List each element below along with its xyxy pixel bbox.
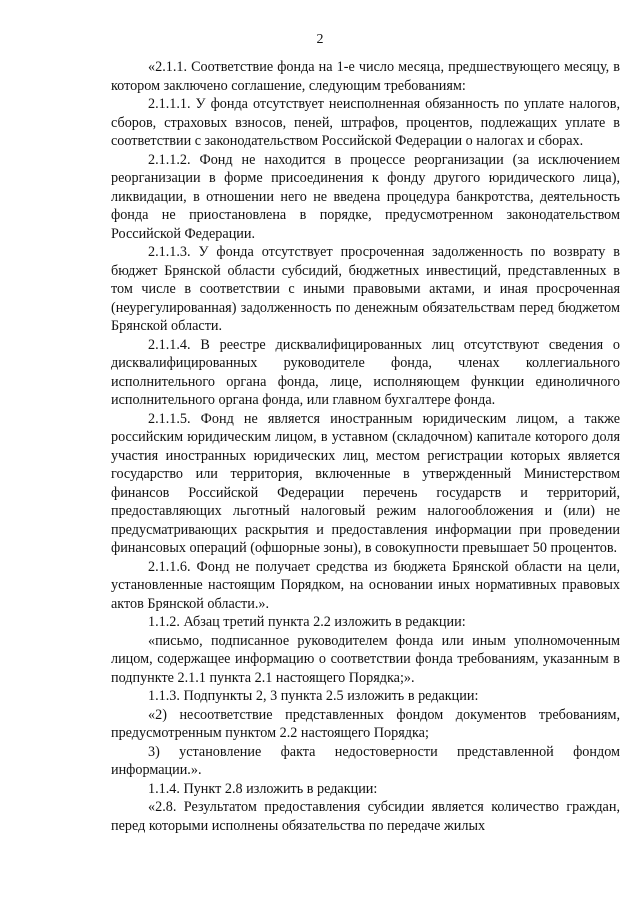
paragraph-2-1-1-2: 2.1.1.2. Фонд не находится в процессе реорганизации (за исключением реорганизации в форме присоединения к фонду другого юридического лица), ликвидации, в отношении него не введена процедура банкротства, деятельность фонда не приостановлена в порядке, предусмотренном законодательством Российской Федерации. — [111, 151, 620, 242]
paragraph-2-1-1-6: 2.1.1.6. Фонд не получает средства из бюджета Брянской области на цели, установленные настоящим Порядком, на основании иных нормативных правовых актов Брянской области.». — [111, 558, 620, 612]
page-number: 2 — [316, 32, 324, 47]
paragraph-2-1-1-5: 2.1.1.5. Фонд не является иностранным юридическим лицом, а также российским юридическим лицом, в уставном (складочном) капитале которого доля участия иностранных юридических лиц, местом регистрации которых является государство или территория, включенные в утвержденный Министерством финансов Российской Федерации перечень государств и территорий, предоставляющих льготный налоговый режим налогообложения и (или) не предусматривающих раскрытия и предоставления информации при проведении финансовых операций (офшорные зоны), в совокупности превышает 50 процентов. — [111, 410, 620, 556]
paragraph-1-1-3: 1.1.3. Подпункты 2, 3 пункта 2.5 изложить в редакции: — [148, 688, 479, 704]
paragraph-letter-quote: «письмо, подписанное руководителем фонда или иным уполномоченным лицом, содержащее информацию о соответствии фонда требованиям, указанным в подпункте 2.1.1 пункта 2.1 настоящего Порядка;». — [111, 632, 620, 686]
paragraph-2-1-1-4: 2.1.1.4. В реестре дисквалифицированных лиц отсутствуют сведения о дисквалифицированных руководителе фонда, членах коллегиального исполнительного органа фонда, лице, исполняющем функции единоличного исполнительного органа фонда, или главном бухгалтере фонда. — [111, 336, 620, 408]
paragraph-2-1-1-1: 2.1.1.1. У фонда отсутствует неисполненная обязанность по уплате налогов, сборов, страховых взносов, пеней, штрафов, процентов, подлежащих уплате в соответствии с законодательством Российской Федерации о налогах и сборах. — [111, 96, 620, 149]
paragraph-1-1-2: 1.1.2. Абзац третий пункта 2.2 изложить в редакции: — [148, 614, 466, 630]
paragraph-2-8: «2.8. Результатом предоставления субсидии является количество граждан, перед которыми исполнены обязательства по передаче жилых — [111, 799, 620, 834]
paragraph-2-1-1: «2.1.1. Соответствие фонда на 1-е число месяца, предшествующего месяцу, в котором заключено соглашение, следующим требованиям: — [111, 59, 620, 94]
paragraph-subitem-2: «2) несоответствие представленных фондом документов требованиям, предусмотренным пунктом 2.2 настоящего Порядка; — [111, 706, 620, 741]
paragraph-1-1-4: 1.1.4. Пункт 2.8 изложить в редакции: — [148, 780, 378, 797]
document-body — [111, 58, 620, 835]
paragraph-subitem-3: 3) установление факта недостоверности представленной фондом информации.». — [111, 743, 620, 778]
paragraph-2-1-1-3: 2.1.1.3. У фонда отсутствует просроченная задолженность по возврату в бюджет Брянской области субсидий, бюджетных инвестиций, представленных в том числе в соответствии с иными правовыми актами, и иная просроченная (неурегулированная) задолженность по денежным обязательствам перед бюджетом Брянской области. — [111, 244, 620, 334]
